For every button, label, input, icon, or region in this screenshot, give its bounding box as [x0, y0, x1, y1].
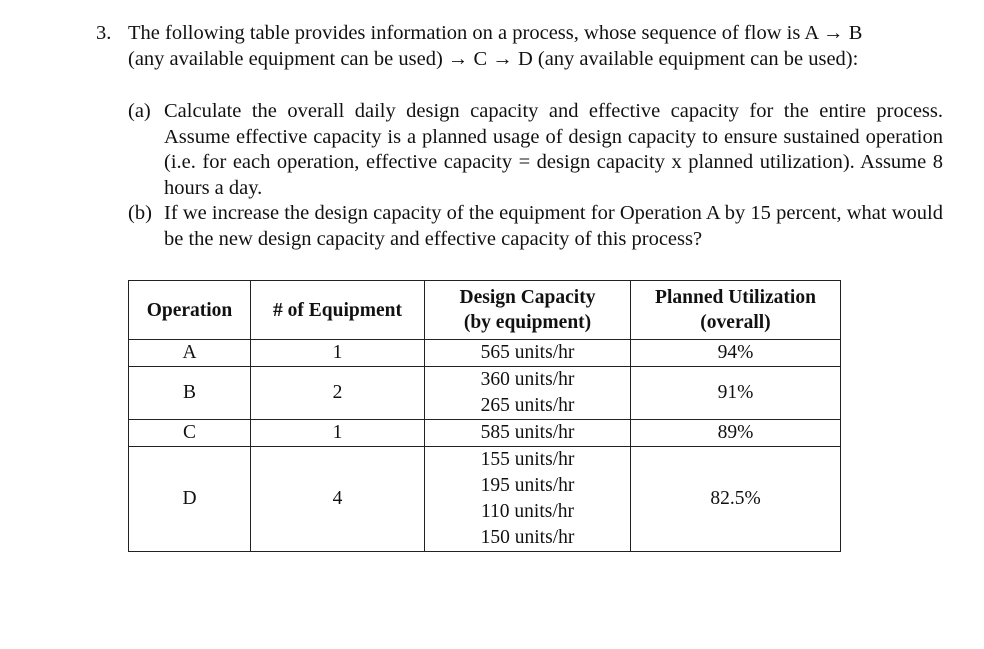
header-planned-utilization [631, 281, 841, 340]
header-operation: Operation [129, 281, 251, 340]
row-d-utilization: 82.5% [631, 447, 841, 552]
capacity-value: 360 units/hr [480, 369, 575, 390]
row-d-equipment: 4 [251, 447, 425, 552]
part-a-text: Calculate the overall daily design capacity and effective capacity for the entire process. Assume effective capacity is a planned usage of design capacity to ensure sustained operation (i.e. for each operation, effective capacity = design capacity x planned utilization). Assume 8 hours a day. [164, 100, 943, 199]
capacity-value: 565 units/hr [480, 342, 575, 363]
row-c-equipment: 1 [251, 420, 425, 447]
question-number: 3. [96, 22, 112, 44]
row-b-operation: B [129, 367, 251, 420]
header-planned-utilization-line-2: (overall) [700, 312, 771, 333]
header-equipment: # of Equipment [251, 281, 425, 340]
row-a-operation: A [129, 340, 251, 367]
capacity-value: 265 units/hr [480, 395, 575, 416]
header-design-capacity [425, 281, 631, 340]
row-a-capacity [425, 340, 631, 367]
capacity-value: 195 units/hr [480, 475, 575, 496]
process-table [128, 280, 841, 552]
row-d-capacity [425, 447, 631, 552]
part-b-text: If we increase the design capacity of the equipment for Operation A by 15 percent, what would be the new design capacity and effective capacity of this process? [164, 202, 943, 250]
header-design-capacity-line-1: Design Capacity [459, 287, 596, 308]
table-row [129, 340, 841, 367]
capacity-value: 155 units/hr [480, 449, 575, 470]
part-a-label: (a) [128, 100, 151, 122]
capacity-value: 585 units/hr [480, 422, 575, 443]
row-c-capacity [425, 420, 631, 447]
question-3 [96, 20, 946, 72]
table-header-row [129, 281, 841, 340]
row-c-operation: C [129, 420, 251, 447]
part-b-label: (b) [128, 202, 152, 224]
question-stem [128, 20, 946, 72]
capacity-value: 110 units/hr [481, 501, 574, 522]
row-a-utilization: 94% [631, 340, 841, 367]
header-design-capacity-line-2: (by equipment) [463, 312, 592, 333]
part-a [128, 99, 943, 201]
row-b-capacity [425, 367, 631, 420]
row-c-utilization: 89% [631, 420, 841, 447]
table-row [129, 367, 841, 420]
header-planned-utilization-line-1: Planned Utilization [655, 287, 816, 308]
part-b [128, 201, 943, 252]
question-stem-line-2: (any available equipment can be used) → C → D (any available equipment can be used): [128, 48, 859, 70]
question-stem-line-1: The following table provides information on a process, whose sequence of flow is A → B [128, 22, 863, 44]
row-d-operation: D [129, 447, 251, 552]
row-b-utilization: 91% [631, 367, 841, 420]
row-b-equipment: 2 [251, 367, 425, 420]
table-row [129, 447, 841, 552]
row-a-equipment: 1 [251, 340, 425, 367]
table-row [129, 420, 841, 447]
capacity-value: 150 units/hr [480, 527, 575, 548]
question-parts [128, 99, 943, 252]
